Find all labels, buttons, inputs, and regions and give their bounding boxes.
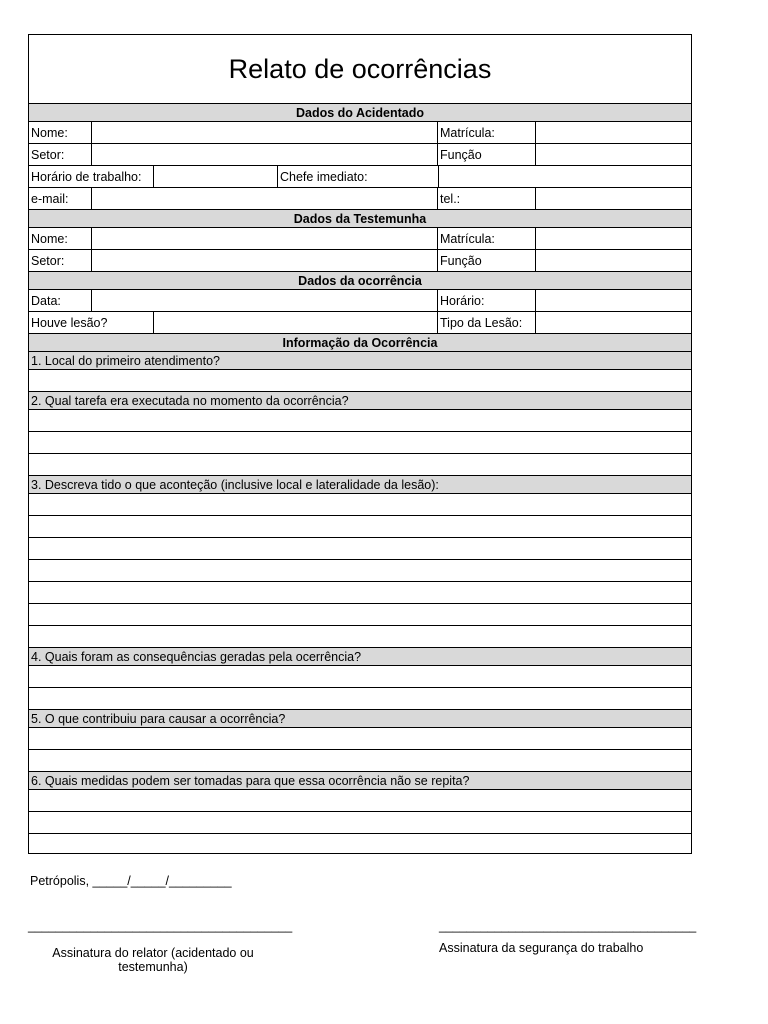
field-data[interactable] bbox=[92, 290, 437, 311]
field-tel[interactable] bbox=[536, 188, 691, 209]
field-acidentado-nome[interactable] bbox=[92, 122, 437, 143]
answer-line[interactable] bbox=[29, 728, 691, 750]
row-ocorrencia-lesao bbox=[29, 312, 691, 334]
answer-line[interactable] bbox=[29, 812, 691, 834]
answer-line[interactable] bbox=[29, 582, 691, 604]
label-email: e-mail: bbox=[31, 191, 69, 206]
answer-line[interactable] bbox=[29, 626, 691, 648]
answer-line[interactable] bbox=[29, 790, 691, 812]
answer-line[interactable] bbox=[29, 432, 691, 454]
field-testemunha-setor[interactable] bbox=[92, 250, 437, 271]
field-horario-trabalho[interactable] bbox=[154, 166, 277, 187]
question-2: 2. Qual tarefa era executada no momento da ocorrência? bbox=[29, 392, 691, 410]
field-acidentado-matricula[interactable] bbox=[536, 122, 691, 143]
form-title: Relato de ocorrências bbox=[29, 35, 691, 104]
question-4: 4. Quais foram as consequências geradas pela ocerrência? bbox=[29, 648, 691, 666]
section-header-acidentado: Dados do Acidentado bbox=[29, 104, 691, 122]
label-funcao: Função bbox=[440, 253, 482, 268]
answer-line[interactable] bbox=[29, 604, 691, 626]
signature-line-seguranca: _____________________________________ bbox=[439, 919, 697, 933]
row-acidentado-horario bbox=[29, 166, 691, 188]
field-horario[interactable] bbox=[536, 290, 691, 311]
label-funcao: Função bbox=[440, 147, 482, 162]
row-acidentado-nome bbox=[29, 122, 691, 144]
answer-line[interactable] bbox=[29, 750, 691, 772]
row-testemunha-nome bbox=[29, 228, 691, 250]
field-chefe-imediato[interactable] bbox=[439, 166, 691, 187]
question-3: 3. Descreva tido o que aconteção (inclusive local e lateralidade da lesão): bbox=[29, 476, 691, 494]
label-horario-trabalho: Horário de trabalho: bbox=[31, 169, 142, 184]
label-nome: Nome: bbox=[31, 231, 68, 246]
answer-line[interactable] bbox=[29, 834, 691, 853]
label-horario: Horário: bbox=[440, 293, 485, 308]
answer-line[interactable] bbox=[29, 538, 691, 560]
label-matricula: Matrícula: bbox=[440, 125, 495, 140]
row-acidentado-email bbox=[29, 188, 691, 210]
answer-line[interactable] bbox=[29, 516, 691, 538]
place-date-line: Petrópolis, _____/_____/_________ bbox=[30, 874, 232, 888]
row-testemunha-setor bbox=[29, 250, 691, 272]
answer-line[interactable] bbox=[29, 454, 691, 476]
signature-label-relator: Assinatura do relator (acidentado ou testemunha) bbox=[52, 946, 254, 974]
row-ocorrencia-data bbox=[29, 290, 691, 312]
label-matricula: Matrícula: bbox=[440, 231, 495, 246]
field-acidentado-setor[interactable] bbox=[92, 144, 437, 165]
field-testemunha-matricula[interactable] bbox=[536, 228, 691, 249]
signature-label-seguranca: Assinatura da segurança do trabalho bbox=[439, 941, 644, 955]
section-header-ocorrencia: Dados da ocorrência bbox=[29, 272, 691, 290]
field-testemunha-funcao[interactable] bbox=[536, 250, 691, 271]
field-acidentado-funcao[interactable] bbox=[536, 144, 691, 165]
field-email[interactable] bbox=[92, 188, 437, 209]
answer-line[interactable] bbox=[29, 494, 691, 516]
label-tipo-lesao: Tipo da Lesão: bbox=[440, 315, 523, 330]
label-setor: Setor: bbox=[31, 253, 65, 268]
label-setor: Setor: bbox=[31, 147, 65, 162]
label-houve-lesao: Houve lesão? bbox=[31, 315, 108, 330]
field-tipo-lesao[interactable] bbox=[536, 312, 691, 333]
field-houve-lesao[interactable] bbox=[154, 312, 437, 333]
section-header-testemunha: Dados da Testemunha bbox=[29, 210, 691, 228]
field-testemunha-nome[interactable] bbox=[92, 228, 437, 249]
answer-line[interactable] bbox=[29, 410, 691, 432]
answer-line[interactable] bbox=[29, 688, 691, 710]
row-acidentado-setor bbox=[29, 144, 691, 166]
label-chefe-imediato: Chefe imediato: bbox=[280, 169, 368, 184]
question-1: 1. Local do primeiro atendimento? bbox=[29, 352, 691, 370]
label-nome: Nome: bbox=[31, 125, 68, 140]
signature-line-relator: ______________________________________ bbox=[28, 919, 293, 933]
answer-line[interactable] bbox=[29, 666, 691, 688]
occurrence-form bbox=[28, 34, 692, 854]
section-header-informacao: Informação da Ocorrência bbox=[29, 334, 691, 352]
question-5: 5. O que contribuiu para causar a ocorrência? bbox=[29, 710, 691, 728]
label-data: Data: bbox=[31, 293, 61, 308]
answer-line[interactable] bbox=[29, 370, 691, 392]
answer-line[interactable] bbox=[29, 560, 691, 582]
question-6: 6. Quais medidas podem ser tomadas para que essa ocorrência não se repita? bbox=[29, 772, 691, 790]
label-tel: tel.: bbox=[440, 191, 461, 206]
